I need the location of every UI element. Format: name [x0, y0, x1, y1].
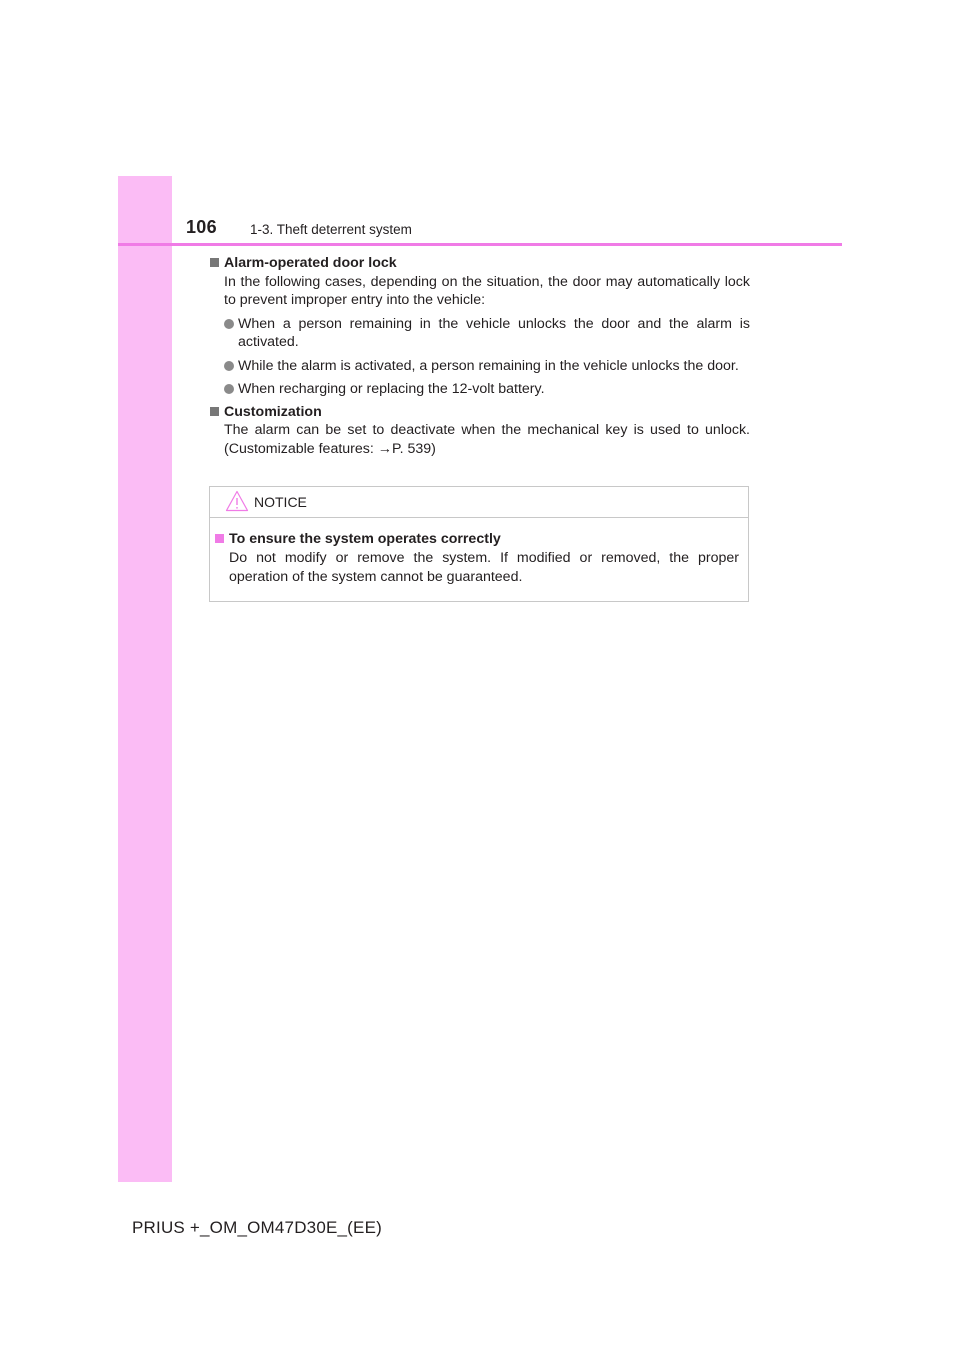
footer-model-code: PRIUS +_OM_OM47D30E_(EE) [132, 1218, 382, 1237]
square-bullet-icon [210, 407, 219, 416]
notice-heading: To ensure the system operates correctly [215, 530, 739, 549]
square-bullet-icon [215, 534, 224, 543]
round-bullet-icon [224, 384, 234, 394]
page-number: 106 [186, 217, 217, 237]
notice-label: NOTICE [254, 494, 307, 510]
round-bullet-icon [224, 319, 234, 329]
main-content [210, 254, 750, 458]
header-divider [118, 243, 842, 246]
list-item: When recharging or replacing the 12-volt battery. [210, 380, 750, 399]
customization-text: The alarm can be set to deactivate when the mechanical key is used to unlock. (Customizable features: →P. 539) [224, 422, 750, 457]
alarm-door-lock-heading: Alarm-operated door lock [210, 254, 750, 273]
section-title: 1-3. Theft deterrent system [250, 222, 412, 237]
notice-header [210, 487, 748, 518]
customization-heading: Customization [210, 403, 750, 422]
side-color-band [118, 176, 172, 1182]
notice-box [209, 486, 749, 602]
list-item: While the alarm is activated, a person remaining in the vehicle unlocks the door. [210, 357, 750, 376]
notice-body [215, 530, 739, 587]
notice-text: Do not modify or remove the system. If modified or removed, the proper operation of the system cannot be guaranteed. [229, 550, 739, 585]
alarm-door-lock-intro: In the following cases, depending on the situation, the door may automatically lock to prevent improper entry into the vehicle: [224, 273, 750, 308]
round-bullet-icon [224, 361, 234, 371]
square-bullet-icon [210, 258, 219, 267]
warning-triangle-icon [225, 490, 249, 512]
list-item: When a person remaining in the vehicle unlocks the door and the alarm is activated. [210, 315, 750, 352]
